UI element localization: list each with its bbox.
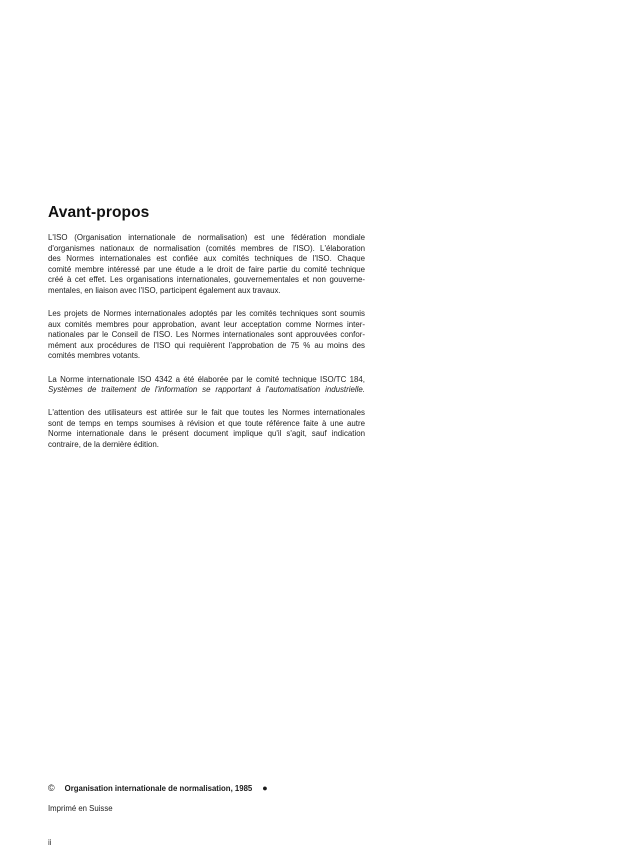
text-line: des Normes internationales est confiée aux comités techniques de l'ISO. Chaque xyxy=(48,254,365,264)
copyright-text: Organisation internationale de normalisation, 1985 xyxy=(64,783,253,793)
text-line: Norme internationale dans le présent document implique qu'il s'agit, sauf indication xyxy=(48,429,365,439)
printed-in: Imprimé en Suisse xyxy=(48,804,113,813)
text-line: mentales, en liaison avec l'ISO, participent également aux travaux. xyxy=(48,285,281,295)
text-line: d'organismes nationaux de normalisation (comités membres de l'ISO). L'élaboration xyxy=(48,243,365,253)
text-line: Les projets de Normes internationales adoptés par les comités techniques sont soumis xyxy=(48,309,365,319)
text-line: mément aux procédures de l'ISO qui requièrent l'approbation de 75 % au moins des xyxy=(48,340,365,350)
text-line: créé à cet effet. Les organisations internationales, gouvernementales et non gouverne- xyxy=(48,275,365,285)
paragraph-standard-origin xyxy=(48,375,365,396)
text-line: L'ISO (Organisation internationale de normalisation) est une fédération mondiale xyxy=(48,233,365,242)
text-line: contraire, de la dernière édition. xyxy=(48,440,159,449)
bullet-icon: ● xyxy=(262,783,268,793)
text-line: La Norme internationale ISO 4342 a été élaborée par le comité technique ISO/TC 184, xyxy=(48,374,365,384)
text-line: comités membres votants. xyxy=(48,351,141,361)
paragraph-iso-intro xyxy=(48,233,365,297)
paragraph-revision-notice xyxy=(48,408,365,450)
text-line: comité membre intéressé par une étude a le droit de faire partie du comité technique xyxy=(48,264,365,274)
page-title: Avant-propos xyxy=(48,204,150,221)
foreword-body xyxy=(48,233,365,463)
page-number: ii xyxy=(48,838,52,847)
copyright-icon: © xyxy=(48,783,55,793)
text-line: aux comités membres pour approbation, avant leur acceptation comme Normes inter- xyxy=(48,319,365,329)
text-line: sont de temps en temps soumises à révision et que toute référence faite à une autre xyxy=(48,418,365,428)
paragraph-approval-process xyxy=(48,309,365,362)
text-line: nationales par le Conseil de l'ISO. Les Normes internationales sont approuvées confor- xyxy=(48,330,365,340)
text-line: L'attention des utilisateurs est attirée sur le fait que toutes les Normes internationales xyxy=(48,408,365,418)
committee-title: Systèmes de traitement de l'information se rapportant à l'automatisation industrielle. xyxy=(48,385,365,395)
copyright-notice xyxy=(48,783,268,793)
